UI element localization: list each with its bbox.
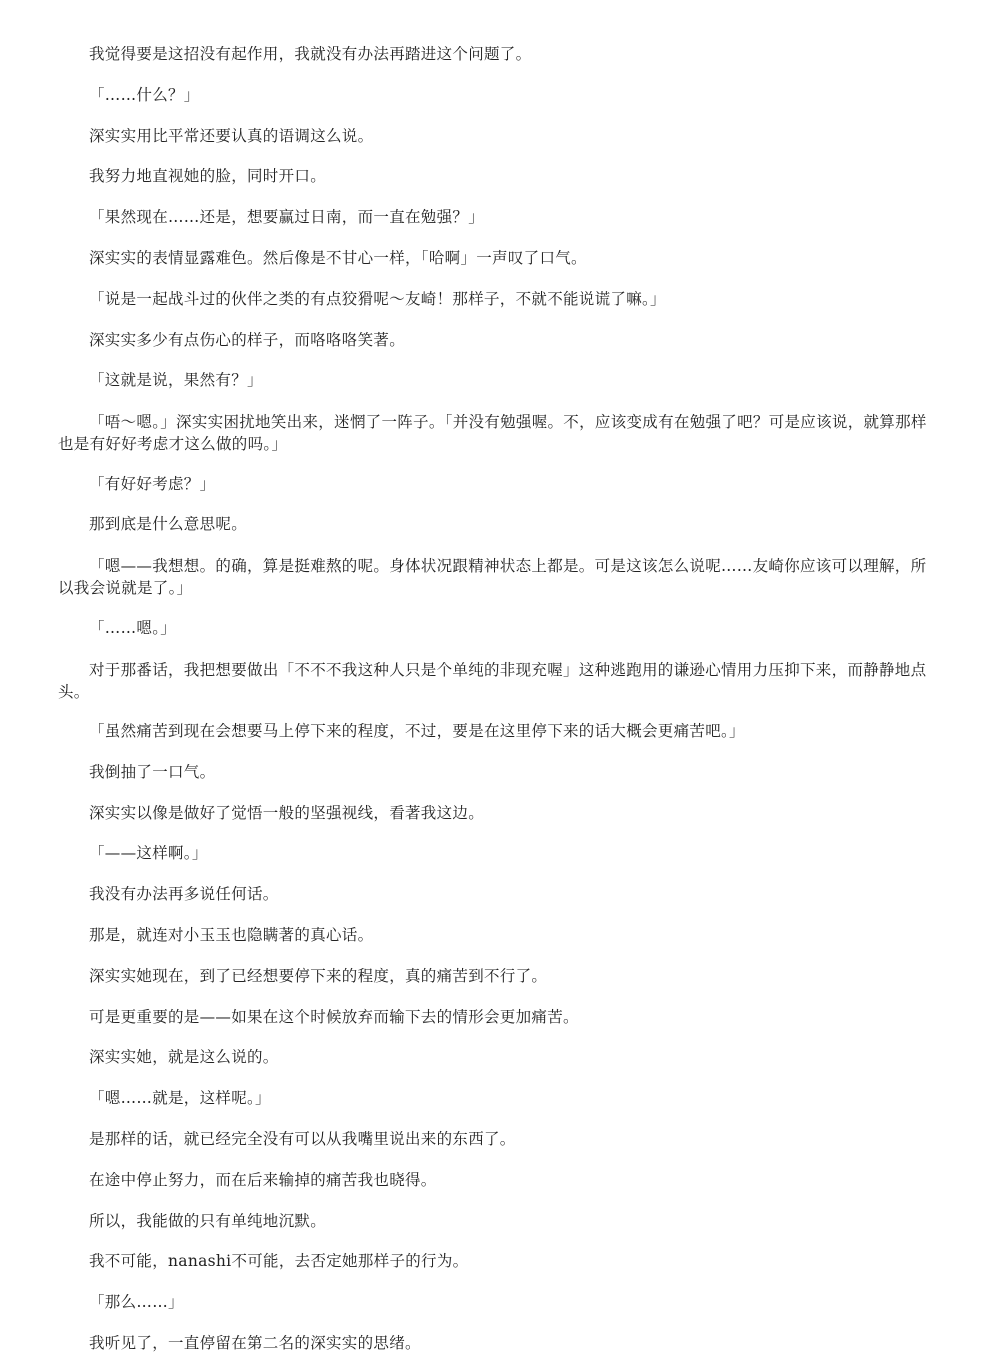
paragraph-21: 那是，就连对小玉玉也隐瞒著的真心话。 xyxy=(89,926,374,945)
paragraph-28: 所以，我能做的只有单纯地沉默。 xyxy=(89,1211,327,1230)
paragraph-16: 「虽然痛苦到现在会想要马上停下来的程度，不过，要是在这里停下来的话大概会更痛苦吧。」 xyxy=(89,722,745,741)
paragraph-13: 「嗯——我想想。的确，算是挺难熬的呢。身体状况跟精神状态上都是。可是这该怎么说呢……友崎你应该可以理解，所以我会说就是了。」 xyxy=(58,557,927,598)
paragraph-11: 「有好好考虑？」 xyxy=(89,474,216,493)
paragraph-15: 对于那番话，我把想要做出「不不不我这种人只是个单纯的非现充喔」这种逃跑用的谦逊心情用力压抑下来，而静静地点头。 xyxy=(58,660,927,701)
paragraph-2: 「……什么？」 xyxy=(89,85,200,104)
paragraph-18: 深实实以像是做好了觉悟一般的坚强视线，看著我这边。 xyxy=(89,803,485,822)
paragraph-8: 深实实多少有点伤心的样子，而咯咯咯笑著。 xyxy=(89,330,406,349)
paragraph-22: 深实实她现在，到了已经想要停下来的程度，真的痛苦到不行了。 xyxy=(89,966,548,985)
paragraph-4: 我努力地直视她的脸，同时开口。 xyxy=(89,167,327,186)
paragraph-1: 我觉得要是这招没有起作用，我就没有办法再踏进这个问题了。 xyxy=(89,45,532,63)
paragraph-20: 我没有办法再多说任何话。 xyxy=(89,885,279,904)
paragraph-6: 深实实的表情显露难色。然后像是不甘心一样，「哈啊」一声叹了口气。 xyxy=(89,248,587,267)
paragraph-30: 「那么……」 xyxy=(89,1293,184,1312)
paragraph-14: 「……嗯。」 xyxy=(89,618,177,637)
paragraph-5: 「果然现在……还是，想要赢过日南，而一直在勉强？」 xyxy=(89,208,485,227)
paragraph-17: 我倒抽了一口气。 xyxy=(89,762,216,781)
paragraph-3: 深实实用比平常还要认真的语调这么说。 xyxy=(89,126,374,145)
paragraph-9: 「这就是说，果然有？」 xyxy=(89,371,263,390)
paragraph-10: 「唔～嗯。」深实实困扰地笑出来，迷惘了一阵子。「并没有勉强喔。不，应该变成有在勉强了吧？可是应该说，就算那样也是有好好考虑才这么做的吗。」 xyxy=(58,413,927,454)
paragraph-25: 「嗯……就是，这样呢。」 xyxy=(89,1089,271,1108)
paragraph-31: 我听见了，一直停留在第二名的深实实的思绪。 xyxy=(89,1334,421,1353)
paragraph-27: 在途中停止努力，而在后来输掉的痛苦我也晓得。 xyxy=(89,1170,437,1189)
paragraph-12: 那到底是什么意思呢。 xyxy=(89,515,248,534)
paragraph-23: 可是更重要的是——如果在这个时候放弃而输下去的情形会更加痛苦。 xyxy=(89,1007,579,1026)
paragraph-7: 「说是一起战斗过的伙伴之类的有点狡猾呢～友崎！那样子，不就不能说谎了嘛。」 xyxy=(89,289,666,308)
paragraph-19: 「——这样啊。」 xyxy=(89,844,208,863)
paragraph-24: 深实实她，就是这么说的。 xyxy=(89,1048,279,1067)
paragraph-29: 我不可能，nanashi不可能，去否定她那样子的行为。 xyxy=(89,1252,469,1271)
paragraph-26: 是那样的话，就已经完全没有可以从我嘴里说出来的东西了。 xyxy=(89,1130,516,1149)
